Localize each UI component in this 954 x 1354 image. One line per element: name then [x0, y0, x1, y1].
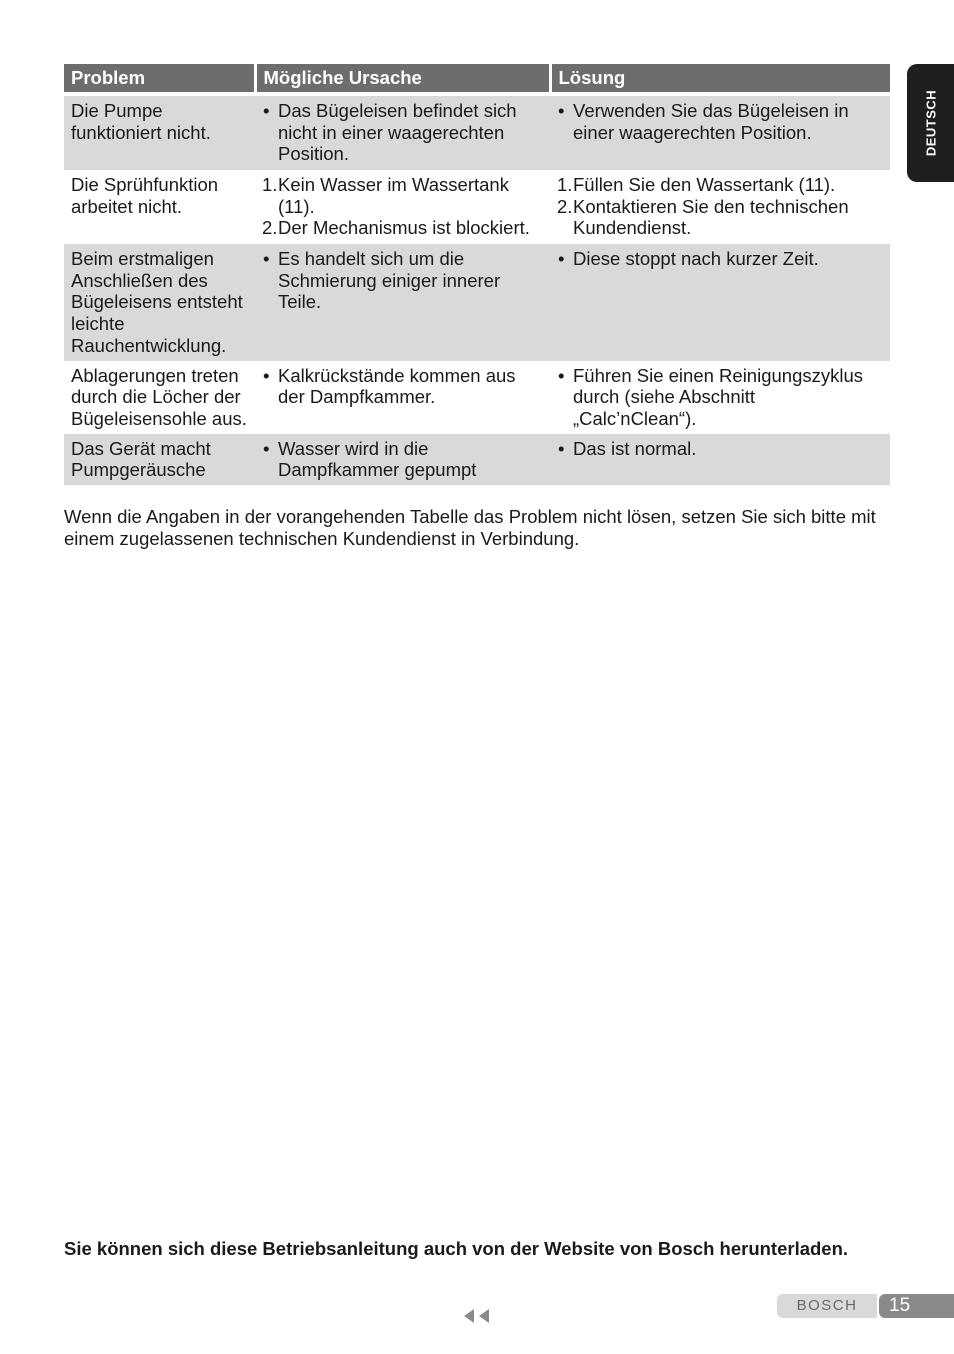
cause-list: [262, 248, 543, 313]
table-row: [64, 244, 890, 361]
header-problem: Problem: [64, 64, 255, 94]
cause-list: [262, 174, 543, 239]
solution-cell: [550, 434, 890, 485]
table-row: [64, 361, 890, 434]
list-item: • Diese stoppt nach kurzer Zeit.: [557, 248, 883, 270]
table-row: [64, 434, 890, 485]
troubleshooting-table: [64, 64, 890, 485]
solution-cell: [550, 244, 890, 361]
cause-cell: [255, 94, 550, 170]
solution-list: [557, 100, 883, 143]
cause-list: [262, 438, 543, 481]
download-note: Sie können sich diese Betriebsanleitung auch von der Website von Bosch herunterladen.: [64, 1238, 849, 1259]
problem-cell: Das Gerät macht Pumpgeräusche: [64, 434, 255, 485]
language-tab: [907, 64, 954, 182]
double-left-arrow-icon[interactable]: [462, 1306, 492, 1326]
table-row: [64, 170, 890, 244]
list-item: • Führen Sie einen Reinigungszyklus durch (siehe Abschnitt „Calc’nClean“).: [557, 365, 883, 430]
cause-cell: [255, 361, 550, 434]
page-number: 15: [889, 1295, 911, 1316]
list-item: 2. Kontaktieren Sie den technischen Kundendienst.: [557, 195, 849, 239]
cause-list: [262, 100, 543, 165]
cause-list: [262, 365, 543, 408]
language-tab-label: DEUTSCH: [923, 89, 938, 157]
brand-label: BOSCH: [796, 1297, 858, 1314]
problem-cell: Beim erstmaligen Anschließen des Bügeleisens entsteht leichte Rauchentwicklung.: [64, 244, 255, 361]
list-item: • Es handelt sich um die Schmierung einiger innerer Teile.: [262, 248, 543, 313]
list-item: • Das ist normal.: [557, 438, 883, 460]
solution-cell: [550, 170, 890, 244]
header-cause: Mögliche Ursache: [255, 64, 550, 94]
solution-list: [557, 438, 883, 460]
solution-list: [557, 248, 883, 270]
footer-page-number: [879, 1294, 954, 1318]
list-item: 1. Füllen Sie den Wassertank (11).: [557, 174, 836, 195]
solution-list: [557, 365, 883, 430]
list-item: 1. Kein Wasser im Wassertank (11).: [262, 174, 509, 217]
header-solution: Lösung: [550, 64, 890, 94]
table-row: [64, 94, 890, 170]
problem-cell: Die Sprühfunktion arbeitet nicht.: [71, 174, 219, 217]
solution-cell: [550, 94, 890, 170]
list-item: • Das Bügeleisen befindet sich nicht in einer waagerechten Position.: [262, 100, 543, 165]
list-item: • Verwenden Sie das Bügeleisen in einer waagerechten Position.: [557, 100, 883, 143]
list-item: • Kalkrückstände kommen aus der Dampfkammer.: [262, 365, 543, 408]
table-header-row: [64, 64, 890, 94]
cause-cell: [255, 434, 550, 485]
problem-cell: Ablagerungen treten durch die Löcher der Bügeleisensohle aus.: [71, 364, 247, 429]
footer-brand: [777, 1294, 877, 1318]
solution-list: [557, 174, 883, 239]
solution-cell: [550, 361, 890, 434]
list-item: • Wasser wird in die Dampfkammer gepumpt: [262, 438, 543, 481]
service-note: Wenn die Angaben in der vorangehenden Tabelle das Problem nicht lösen, setzen Sie sich bitte mit einem zugelassenen technischen Kundendienst in Verbindung.: [64, 506, 876, 549]
problem-cell: Die Pumpe funktioniert nicht.: [64, 94, 255, 170]
cause-cell: [255, 170, 550, 244]
cause-cell: [255, 244, 550, 361]
list-item: 2. Der Mechanismus ist blockiert.: [262, 217, 530, 239]
